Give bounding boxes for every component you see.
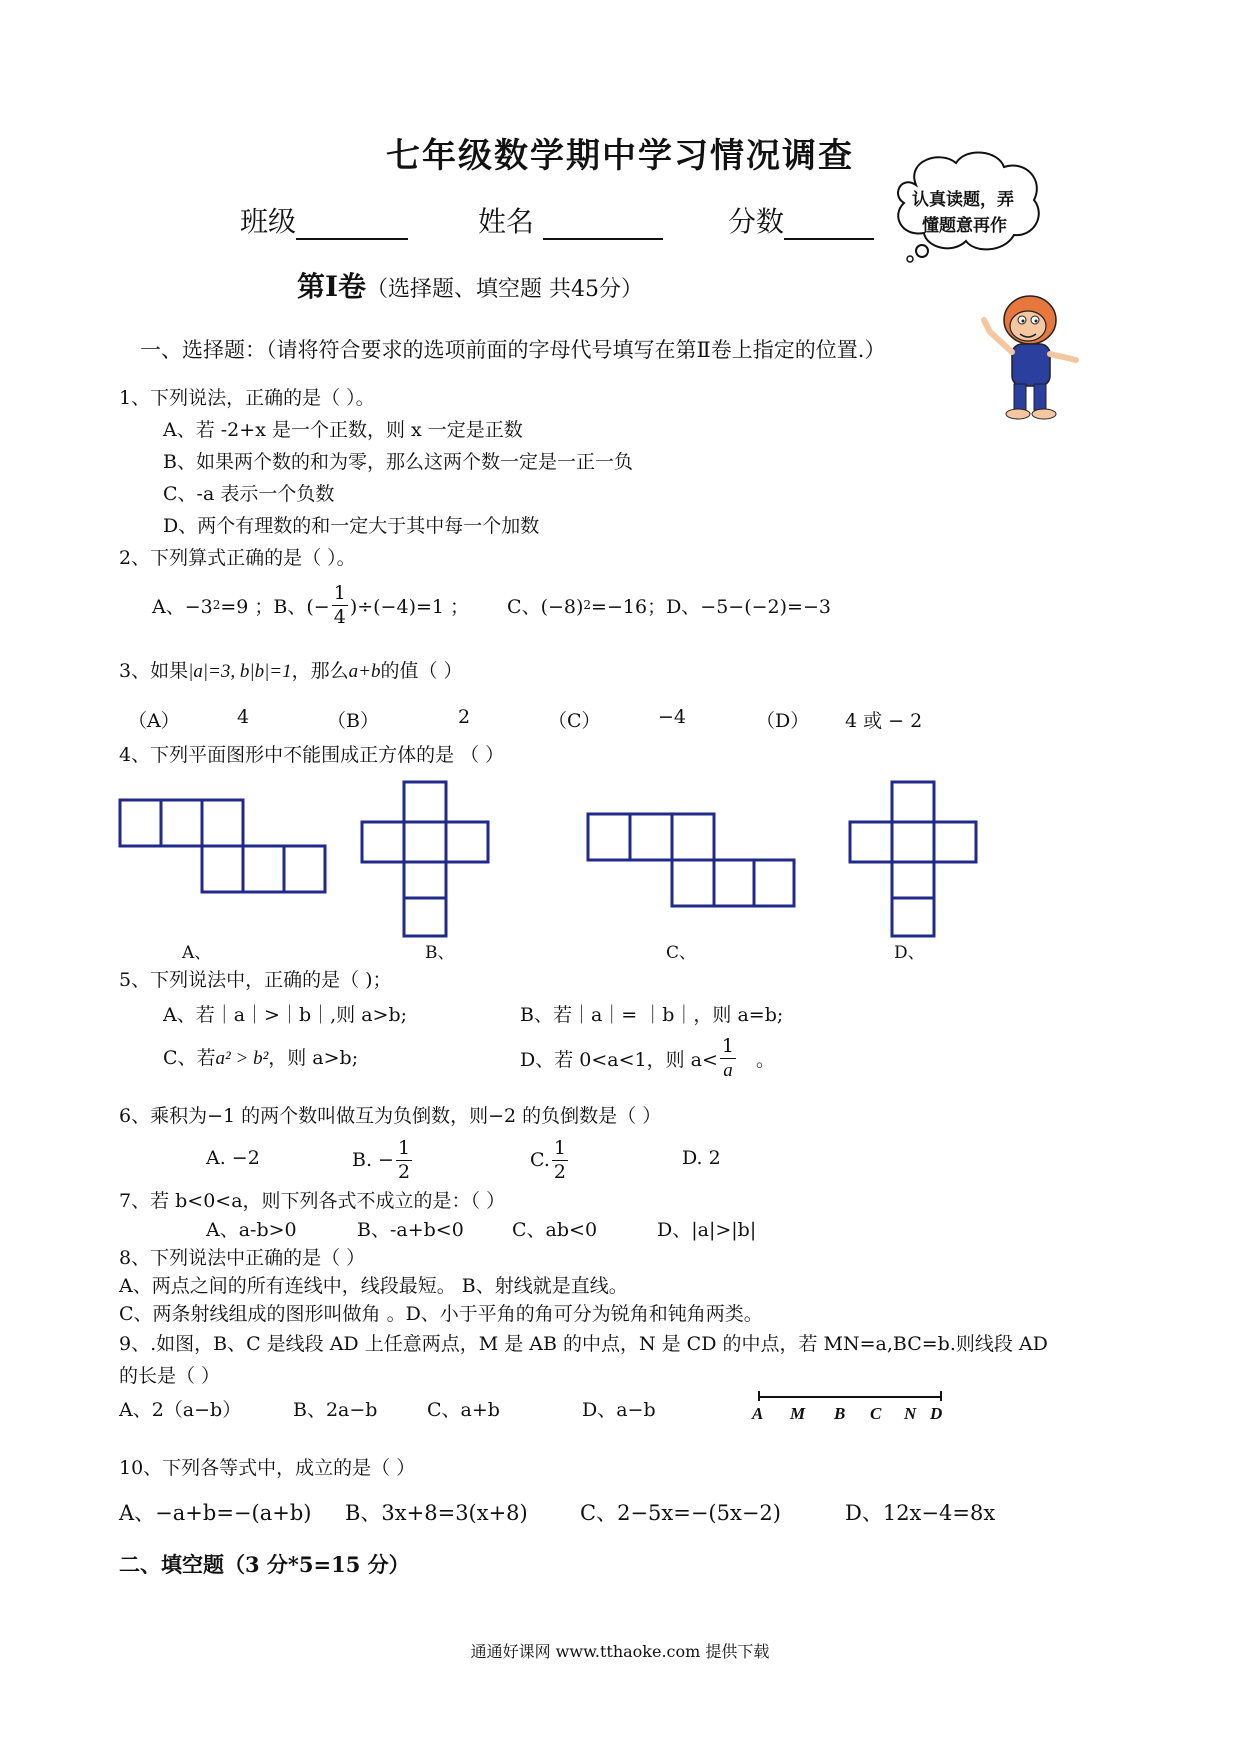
q2-c-pre: C、(−8) (507, 595, 584, 618)
q1-stem: 1、下列说法，正确的是（ ）。 (119, 387, 375, 409)
q6-option-b (352, 1132, 414, 1188)
q5-c-pre: C、若 (163, 1047, 216, 1069)
net-a-label: A、 (182, 943, 212, 963)
page-title: 七年级数学期中学习情况调查 (386, 136, 854, 176)
q1-option-a: A、若 -2+x 是一个正数，则 x 一定是正数 (163, 419, 523, 441)
class-blank[interactable] (296, 212, 408, 240)
q7-option-d: D、|a|>|b| (657, 1219, 757, 1241)
q10-option-d: D、12x−4=8x (845, 1501, 996, 1525)
q8-line-1: A、两点之间的所有连线中，线段最短。 B、射线就是直线。 (119, 1275, 628, 1297)
name-field (478, 200, 663, 240)
q7-option-b: B、-a+b<0 (357, 1219, 464, 1241)
q5-d-fraction (720, 1034, 736, 1081)
q9-option-a: A、2（a−b） (119, 1399, 242, 1421)
score-label: 分数 (728, 205, 785, 238)
point-b-label: B (834, 1404, 846, 1423)
q5-option-c (163, 1043, 358, 1070)
q4-stem: 4、下列平面图形中不能围成正方体的是 （ ） (119, 744, 505, 766)
q2-a-sup: 2 (212, 598, 221, 612)
q5-d-post: 。 (756, 1048, 776, 1071)
q6-b-num: 1 (397, 1136, 411, 1159)
q1-option-c: C、-a 表示一个负数 (163, 483, 335, 505)
net-c-figure (586, 812, 798, 914)
q5-c-post: ，则 a>b; (268, 1047, 359, 1069)
q10-stem: 10、下列各等式中，成立的是（ ） (119, 1457, 416, 1479)
q5-option-a: A、若｜a｜>｜b｜,则 a>b; (163, 1004, 408, 1026)
q3-opt-a-value: 4 (237, 706, 250, 728)
net-a-figure (118, 798, 328, 902)
score-field (728, 200, 874, 240)
q6-c-den: 2 (553, 1160, 566, 1183)
q9-line-1: 9、.如图，B、C 是线段 AD 上任意两点，M 是 AB 的中点，N 是 CD 的中点，若 MN=a,BC=b.则线段 AD (119, 1333, 1048, 1355)
part1-label: 第Ⅰ卷 (296, 270, 367, 303)
net-b-figure (360, 780, 490, 944)
q2-stem: 2、下列算式正确的是（ ）。 (119, 547, 356, 569)
speech-bubble (886, 145, 1046, 265)
q1-option-b: B、如果两个数的和为零，那么这两个数一定是一正一负 (163, 451, 633, 473)
part1-note: （选择题、填空题 共45分） (366, 277, 644, 302)
q9-option-b: B、2a−b (293, 1399, 378, 1421)
q3-opt-b-value: 2 (458, 706, 471, 728)
q2-b-post: )÷(−4)=1 ； (349, 595, 470, 618)
name-blank[interactable] (543, 212, 663, 240)
name-label: 姓名 (478, 205, 535, 238)
q2-c-post: =−16；D、−5−(−2)=−3 (591, 595, 831, 618)
point-a-label: A (752, 1404, 764, 1423)
q6-b-fraction (396, 1136, 412, 1183)
segment-tick-a (758, 1391, 760, 1401)
q5-c-math: a² > b² (215, 1048, 269, 1069)
q9-line-2: 的长是（ ） (119, 1365, 221, 1387)
q2-b-num: 1 (333, 581, 346, 604)
section2-heading: 二、填空题（3 分*5=15 分） (119, 1552, 410, 1577)
q2-b-den: 4 (333, 605, 346, 628)
q3-opt-c-label: （C） (548, 710, 601, 732)
q5-option-b: B、若｜a｜= ｜b｜，则 a=b; (520, 1004, 784, 1026)
q10-option-c: C、2−5x=−(5x−2) (580, 1501, 781, 1525)
q1-option-d: D、两个有理数的和一定大于其中每一个加数 (163, 515, 540, 537)
q2-b-fraction (332, 581, 348, 628)
q8-line-2: C、两条射线组成的图形叫做角 。D、小于平角的角可分为锐角和钝角两类。 (119, 1303, 763, 1325)
footer-source: 通通好课网 www.tthaoke.com 提供下载 (470, 1642, 770, 1661)
q8-stem: 8、下列说法中正确的是（ ） (119, 1247, 366, 1269)
class-label: 班级 (240, 205, 297, 238)
net-c-label: C、 (666, 943, 697, 963)
q7-option-c: C、ab<0 (512, 1219, 598, 1241)
q3-mid: ，那么 (291, 660, 349, 682)
q3-pre: 3、如果 (119, 660, 189, 682)
q3-opt-c-value: −4 (658, 706, 687, 728)
q9-option-c: C、a+b (427, 1399, 500, 1421)
q9-option-d: D、a−b (582, 1399, 656, 1421)
q6-option-a: A. −2 (206, 1147, 260, 1169)
segment-diagram (752, 1390, 952, 1436)
net-d-label: D、 (894, 943, 925, 963)
q2-c-sup: 2 (583, 598, 592, 612)
score-blank[interactable] (784, 212, 874, 240)
q6-option-c (530, 1132, 570, 1188)
q10-option-a: A、−a+b=−(a+b) (119, 1501, 312, 1525)
q6-b-pre: B. − (352, 1149, 394, 1171)
q6-c-num: 1 (553, 1136, 566, 1159)
q5-d-num: 1 (721, 1034, 734, 1057)
q2-options (152, 576, 831, 634)
q6-option-d: D. 2 (682, 1147, 721, 1169)
net-b-label: B、 (425, 943, 455, 963)
q10-option-b: B、3x+8=3(x+8) (345, 1501, 528, 1525)
q7-option-a: A、a-b>0 (206, 1219, 297, 1241)
q2-a-pre: A、−3 (152, 595, 213, 618)
segment-line (758, 1396, 942, 1398)
q5-option-d (520, 1030, 775, 1086)
segment-tick-d (940, 1391, 942, 1401)
point-c-label: C (870, 1404, 882, 1423)
q3-stem (119, 656, 463, 683)
part1-heading (0, 265, 940, 305)
section1-heading: 一、选择题：（请将符合要求的选项前面的字母代号填写在第Ⅱ卷上指定的位置.） (140, 338, 886, 362)
q7-stem: 7、若 b<0<a，则下列各式不成立的是：（ ） (119, 1190, 506, 1212)
point-n-label: N (904, 1404, 917, 1423)
q3-math: |a|=3, b|b|=1 (188, 661, 292, 682)
class-field (240, 200, 408, 240)
q6-c-pre: C. (530, 1149, 550, 1171)
point-m-label: M (790, 1404, 806, 1423)
net-d-figure (848, 780, 978, 944)
bubble-line-2: 懂题意再作 (922, 216, 1007, 236)
monkey-mascot-image (978, 282, 1096, 422)
q3-post: 的值（ ） (380, 660, 463, 682)
q5-stem: 5、下列说法中，正确的是（ )； (119, 969, 392, 991)
q3-opt-b-label: （B） (327, 710, 379, 732)
q3-opt-d-label: （D） (756, 710, 810, 732)
q6-c-fraction (552, 1136, 568, 1183)
q2-a-post: =9 ；B、(− (220, 595, 330, 618)
q5-d-den: a (723, 1059, 733, 1081)
q6-stem: 6、乘积为−1 的两个数叫做互为负倒数，则−2 的负倒数是（ ） (119, 1105, 662, 1127)
point-d-label: D (930, 1404, 943, 1423)
q6-b-den: 2 (397, 1160, 411, 1183)
q3-opt-a-label: （A） (128, 710, 180, 732)
bubble-line-1: 认真读题，弄 (912, 190, 1014, 210)
q5-d-pre: D、若 0<a<1，则 a< (520, 1048, 718, 1071)
q3-math2: a+b (348, 661, 381, 682)
q3-opt-d-value: 4 或 − 2 (845, 710, 923, 732)
